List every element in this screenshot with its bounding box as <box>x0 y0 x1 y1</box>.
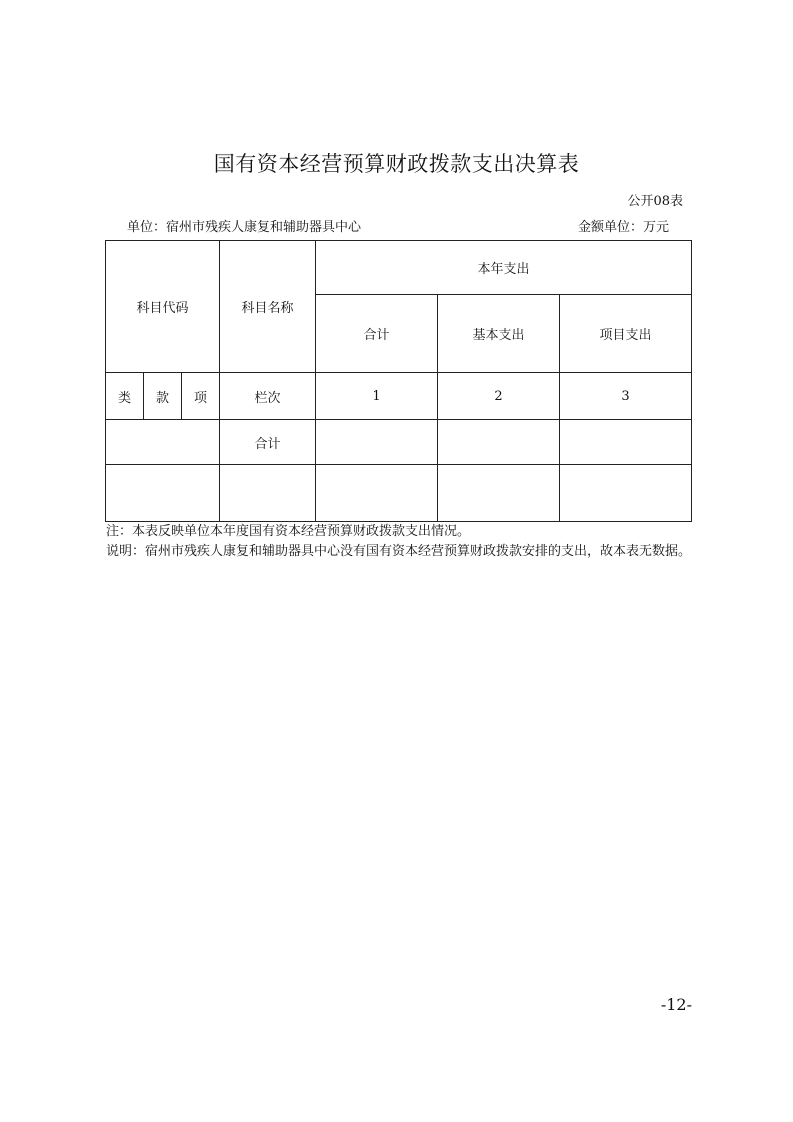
empty-name-cell <box>220 465 316 522</box>
expense-table <box>105 240 692 522</box>
table-explanation: 说明：宿州市残疾人康复和辅助器具中心没有国有资本经营预算财政拨款安排的支出，故本表无数据。 <box>106 544 692 559</box>
table-note: 注：本表反映单位本年度国有资本经营预算财政拨款支出情况。 <box>106 524 471 539</box>
index-col-1: 1 <box>316 373 438 420</box>
header-current-year-expense: 本年支出 <box>316 241 692 295</box>
empty-total-cell <box>316 465 438 522</box>
total-value-cell <box>316 420 438 465</box>
empty-basic-cell <box>438 465 560 522</box>
form-number: 公开08表 <box>627 194 683 209</box>
index-column-no: 栏次 <box>220 373 316 420</box>
total-project-cell <box>560 420 692 465</box>
header-total: 合计 <box>316 295 438 373</box>
index-lei: 类 <box>106 373 144 420</box>
index-row <box>106 373 692 420</box>
index-xiang: 项 <box>182 373 220 420</box>
header-basic-expense: 基本支出 <box>438 295 560 373</box>
index-kuan: 款 <box>144 373 182 420</box>
empty-project-cell <box>560 465 692 522</box>
header-row-1 <box>106 241 692 295</box>
total-basic-cell <box>438 420 560 465</box>
total-row <box>106 420 692 465</box>
header-subject-code: 科目代码 <box>106 241 220 373</box>
page-number: -12- <box>660 995 692 1014</box>
empty-row <box>106 465 692 522</box>
page-title: 国有资本经营预算财政拨款支出决算表 <box>213 152 580 176</box>
reporting-unit: 单位：宿州市残疾人康复和辅助器具中心 <box>127 220 362 235</box>
header-project-expense: 项目支出 <box>560 295 692 373</box>
empty-code-cell <box>106 465 220 522</box>
index-col-3: 3 <box>560 373 692 420</box>
total-label: 合计 <box>220 420 316 465</box>
header-subject-name: 科目名称 <box>220 241 316 373</box>
index-col-2: 2 <box>438 373 560 420</box>
total-code-cell <box>106 420 220 465</box>
currency-unit: 金额单位：万元 <box>577 220 669 235</box>
